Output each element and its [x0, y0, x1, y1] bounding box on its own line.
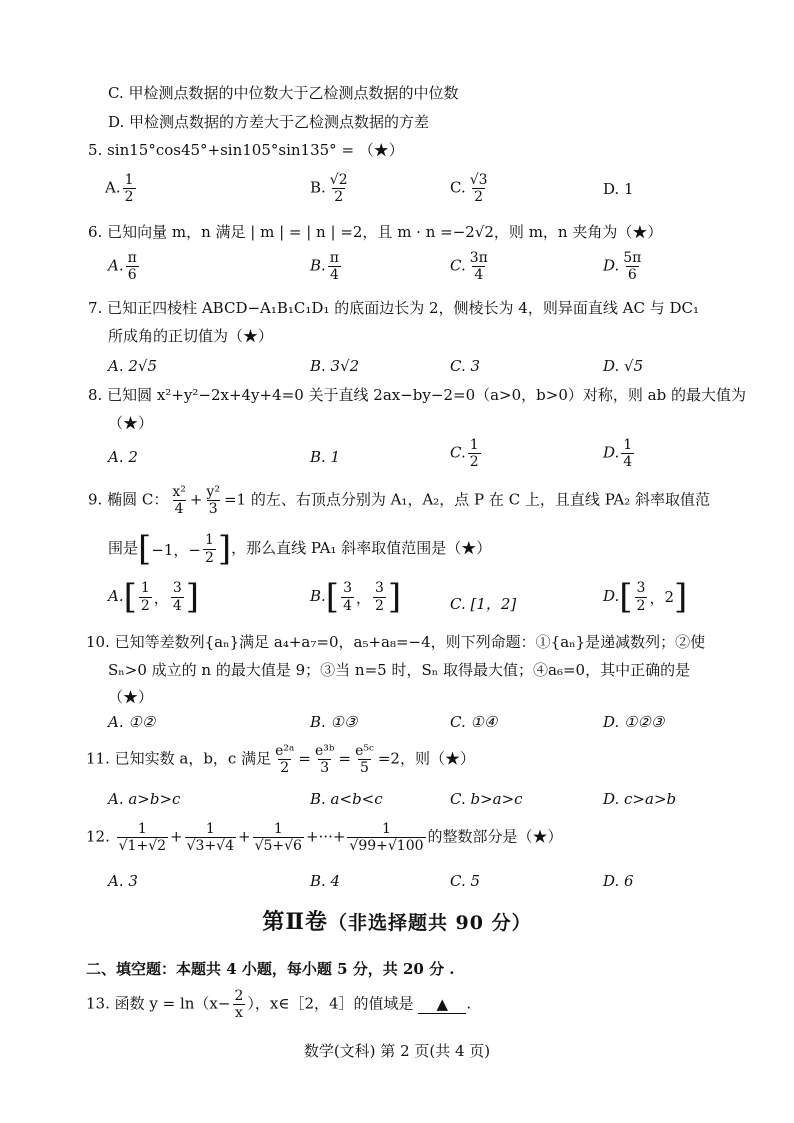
question-10-line2: Sₙ>0 成立的 n 的最大值是 9；③当 n=5 时，Sₙ 取得最大值；④a₆=0，其中正确的是: [108, 661, 691, 679]
q6-option-c: C. $\frac{3\pi}{4}$: [450, 250, 488, 284]
question-8-line2: （★）: [108, 414, 154, 432]
question-11: 11. 已知实数 a，b，c 满足 $\frac{\text{e²ᵃ}}{2}$ = $\frac{\text{e³ᵇ}}{3}$ = $\frac{\text{e⁵ᶜ}}{5}$ =2，则（★）: [86, 743, 475, 777]
question-9-line2: 围是 [ −1，− $\frac{1}{2}$ ] ，那么直线 PA₁ 斜率取值范围是（★）: [108, 529, 492, 569]
q9-option-d: D. [ $\frac{3}{2}$ ， 2 ]: [603, 577, 688, 617]
q10-option-d: D. ①②③: [603, 713, 665, 731]
q12-option-d: D. 6: [603, 872, 634, 890]
q8-option-d: D. $\frac{1}{4}$: [603, 437, 633, 471]
q12-option-c: C. 5: [450, 872, 481, 890]
question-7-line1: 7. 已知正四棱柱 ABCD−A₁B₁C₁D₁ 的底面边长为 2，侧棱长为 4，则异面直线 AC 与 DC₁: [88, 299, 699, 317]
q10-option-a: A. ①②: [108, 713, 156, 731]
question-13: 13. 函数 y = ln（x− $\frac{2}{x}$ ），x∈［2，4］的值域是 ▲ .: [86, 988, 472, 1022]
q7-option-a: A. 2√5: [108, 357, 158, 375]
q11-option-b: B. a<b<c: [310, 790, 383, 808]
q12-option-b: B. 4: [310, 872, 341, 890]
question-8-line1: 8. 已知圆 x²+y²−2x+4y+4=0 关于直线 2ax−by−2=0（a>0，b>0）对称，则 ab 的最大值为: [88, 386, 746, 404]
q9-option-c: C. [1，2]: [450, 595, 517, 613]
q5-option-d: D. 1: [603, 180, 634, 198]
q7-option-c: C. 3: [450, 357, 481, 375]
q11-option-d: D. c>a>b: [603, 790, 677, 808]
question-10-line1: 10. 已知等差数列{aₙ}满足 a₄+a₇=0，a₅+a₈=−4，则下列命题：①{aₙ}是递减数列；②使: [86, 633, 706, 651]
q9-option-a: A. [ $\frac{1}{2}$ ， $\frac{3}{4}$ ]: [108, 577, 199, 617]
q11-option-c: C. b>a>c: [450, 790, 523, 808]
q6-option-d: D. $\frac{5\pi}{6}$: [603, 250, 642, 284]
q9-option-b: B. [ $\frac{3}{4}$ ， $\frac{3}{2}$ ]: [310, 577, 402, 617]
q6-option-b: B. $\frac{\pi}{4}$: [310, 250, 339, 284]
answer-blank: ▲: [418, 995, 466, 1014]
question-7-line2: 所成角的正切值为（★）: [108, 327, 274, 345]
q5-option-a: A. $\frac{1}{2}$: [105, 172, 134, 206]
question-9-line1: 9. 椭圆 C： $\frac{\text{x²}}{4}$ + $\frac{\text{y²}}{3}$ =1 的左、右顶点分别为 A₁，A₂，点 P 在 C 上，且直线 PA₂ 斜率取值范: [88, 484, 711, 518]
q5-option-b: B. $\frac{√2}{2}$: [310, 172, 348, 206]
q4-option-d: D. 甲检测点数据的方差大于乙检测点数据的方差: [108, 113, 430, 131]
q10-option-b: B. ①③: [310, 713, 358, 731]
q8-option-b: B. 1: [310, 448, 341, 466]
question-6: 6. 已知向量 m，n 满足 | m | = | n | =2，且 m · n =−2√2，则 m，n 夹角为（★）: [88, 223, 663, 241]
question-12: 12. $\frac{1}{√1+√2}$ + $\frac{1}{√3+√4}$ + $\frac{1}{√5+√6}$ +···+ $\frac{1}{√99+√100}$ 的整数部分是（★）: [86, 821, 563, 855]
q5-option-c: C. $\frac{√3}{2}$: [450, 172, 488, 206]
q11-option-a: A. a>b>c: [108, 790, 181, 808]
q7-option-b: B. 3√2: [310, 357, 360, 375]
q8-option-a: A. 2: [108, 448, 138, 466]
section-2-heading: 二、填空题：本题共 4 小题，每小题 5 分，共 20 分 .: [86, 960, 455, 978]
q7-option-d: D. √5: [603, 357, 644, 375]
q4-option-c: C. 甲检测点数据的中位数大于乙检测点数据的中位数: [108, 84, 459, 102]
question-10-line3: （★）: [108, 688, 154, 706]
q8-option-c: C. $\frac{1}{2}$: [450, 437, 479, 471]
question-5: 5. sin15°cos45°+sin105°sin135° = （★）: [88, 141, 404, 159]
q6-option-a: A. $\frac{\pi}{6}$: [108, 250, 137, 284]
q12-option-a: A. 3: [108, 872, 138, 890]
part-2-title: 第Ⅱ卷（非选择题共 90 分）: [262, 909, 532, 935]
page-footer: 数学(文科) 第 2 页(共 4 页): [303, 1042, 491, 1060]
q10-option-c: C. ①④: [450, 713, 498, 731]
